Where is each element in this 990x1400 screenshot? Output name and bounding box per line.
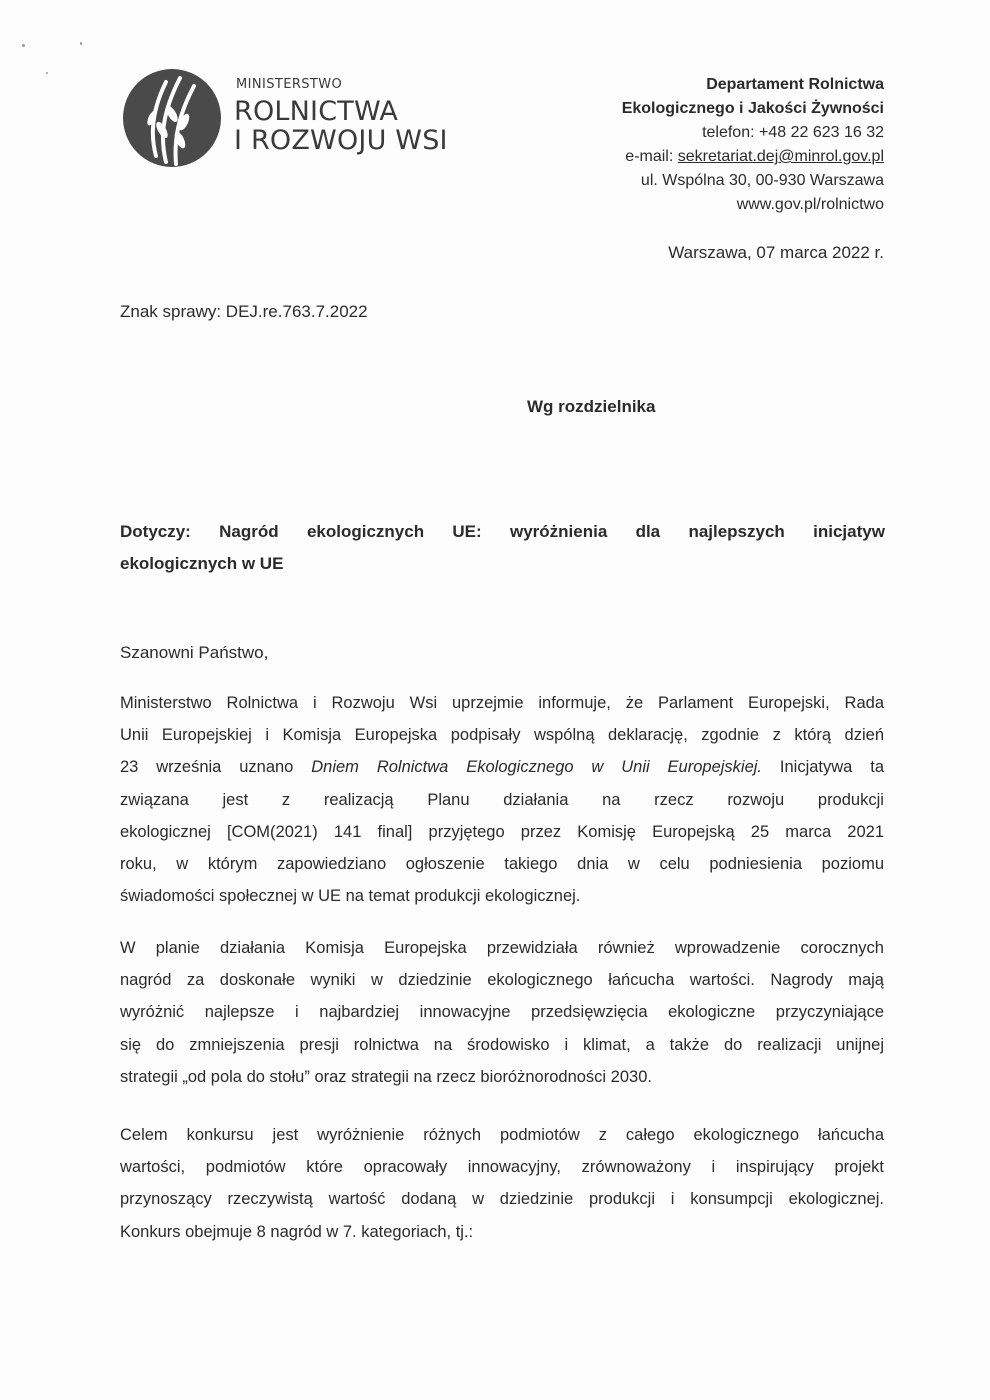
subject-word: dla: [635, 522, 661, 541]
word: działania: [503, 790, 569, 809]
word: jest: [222, 790, 249, 809]
ministry-name-line1: ROLNICTWA: [234, 96, 399, 127]
word: rzecz: [654, 790, 694, 809]
subject-word: Dotyczy:: [120, 522, 191, 541]
text-line: [120, 784, 884, 816]
paragraph-3: [120, 1119, 884, 1248]
word: na: [602, 790, 621, 809]
subject-line1: [120, 516, 885, 548]
text-line: świadomości społecznej w UE na temat produkcji ekologicznej.: [120, 887, 581, 906]
paragraph-1: [120, 687, 884, 912]
scan-speck: [46, 72, 48, 74]
letter-date: Warszawa, 07 marca 2022 r.: [668, 243, 884, 262]
subject-word: UE:: [452, 522, 482, 541]
subject-word: Nagród: [219, 522, 279, 541]
subject-line2: ekologicznych w UE: [120, 554, 284, 573]
text-line: Celem konkursu jest wyróżnienie różnych podmiotów z całego ekologicznego łańcucha: [120, 1126, 884, 1144]
text-line: wyróżnić najlepsze i najbardziej innowacyjne przedsięwzięcia ekologiczne przyczyniające: [120, 1003, 884, 1022]
text-line: się do zmniejszenia presji rolnictwa na środowisko i klimat, a także do realizacji unijnej: [120, 1035, 884, 1054]
scan-speck: [80, 42, 82, 45]
text-line: Konkurs obejmuje 8 nagród w 7. kategoriach, tj.:: [120, 1222, 474, 1241]
text-line: Unii Europejskiej i Komisja Europejska podpisały wspólną deklarację, zgodnie z którą dzień: [120, 726, 884, 745]
word: z: [281, 790, 291, 809]
department-contact: [622, 73, 884, 217]
department-name-line1: Departament Rolnictwa: [706, 76, 884, 93]
reference-number: Znak sprawy: DEJ.re.763.7.2022: [120, 302, 368, 321]
word: produkcji: [817, 790, 884, 809]
phone: telefon: +48 22 623 16 32: [702, 124, 884, 141]
subject-word: wyróżnienia: [509, 522, 608, 541]
email-link[interactable]: sekretariat.dej@minrol.gov.pl: [677, 148, 884, 165]
website: www.gov.pl/rolnictwo: [736, 196, 884, 213]
address: ul. Wspólna 30, 00-930 Warszawa: [640, 172, 884, 189]
email-line: [622, 145, 884, 169]
word: związana: [120, 790, 189, 809]
subject-word: najlepszych: [688, 522, 785, 541]
text-run: Inicjatywa ta: [762, 758, 884, 777]
word: realizacją: [323, 790, 394, 809]
text-line: roku, w którym zapowiedziano ogłoszenie takiego dnia w celu podniesienia poziomu: [120, 855, 884, 874]
department-name-line2: Ekologicznego i Jakości Żywności: [621, 100, 884, 117]
email-label: e-mail:: [625, 148, 678, 165]
text-line: [120, 751, 884, 783]
ministry-name: [234, 78, 448, 155]
subject-word: inicjatyw: [813, 522, 885, 541]
subject: [120, 516, 885, 580]
ministry-label: MINISTERSTWO: [236, 77, 343, 92]
ministry-logo-icon: [122, 68, 222, 168]
paragraph-2: [120, 932, 884, 1093]
text-run: 23 września uznano: [120, 758, 312, 777]
italic-run: Dniem Rolnictwa Ekologicznego w Unii Europejskiej.: [311, 758, 763, 777]
ministry-name-line2: I ROZWOJU WSI: [234, 125, 448, 156]
greeting: Szanowni Państwo,: [120, 643, 269, 662]
text-line: nagród za doskonałe wyniki w dziedzinie ekologicznego łańcucha wartości. Nagrody mają: [120, 971, 884, 990]
text-line: ekologicznej [COM(2021) 141 final] przyjętego przez Komisję Europejską 25 marca 2021: [120, 822, 884, 841]
recipient: Wg rozdzielnika: [527, 397, 656, 416]
scan-speck: [22, 44, 25, 47]
wheat-emblem-icon: [122, 68, 222, 168]
text-line: wartości, podmiotów które opracowały innowacyjny, zrównoważony i inspirujący projekt: [120, 1158, 884, 1177]
text-line: Ministerstwo Rolnictwa i Rozwoju Wsi uprzejmie informuje, że Parlament Europejski, Rada: [120, 694, 884, 712]
word: Planu: [427, 790, 470, 809]
subject-word: ekologicznych: [306, 522, 425, 541]
text-line: przynoszący rzeczywistą wartość dodaną w dziedzinie produkcji i konsumpcji ekologicznej.: [120, 1190, 884, 1209]
text-line: strategii „od pola do stołu” oraz strategii na rzecz bioróżnorodności 2030.: [120, 1067, 652, 1086]
word: rozwoju: [727, 790, 785, 809]
text-line: W planie działania Komisja Europejska przewidziała również wprowadzenie corocznych: [120, 939, 884, 957]
